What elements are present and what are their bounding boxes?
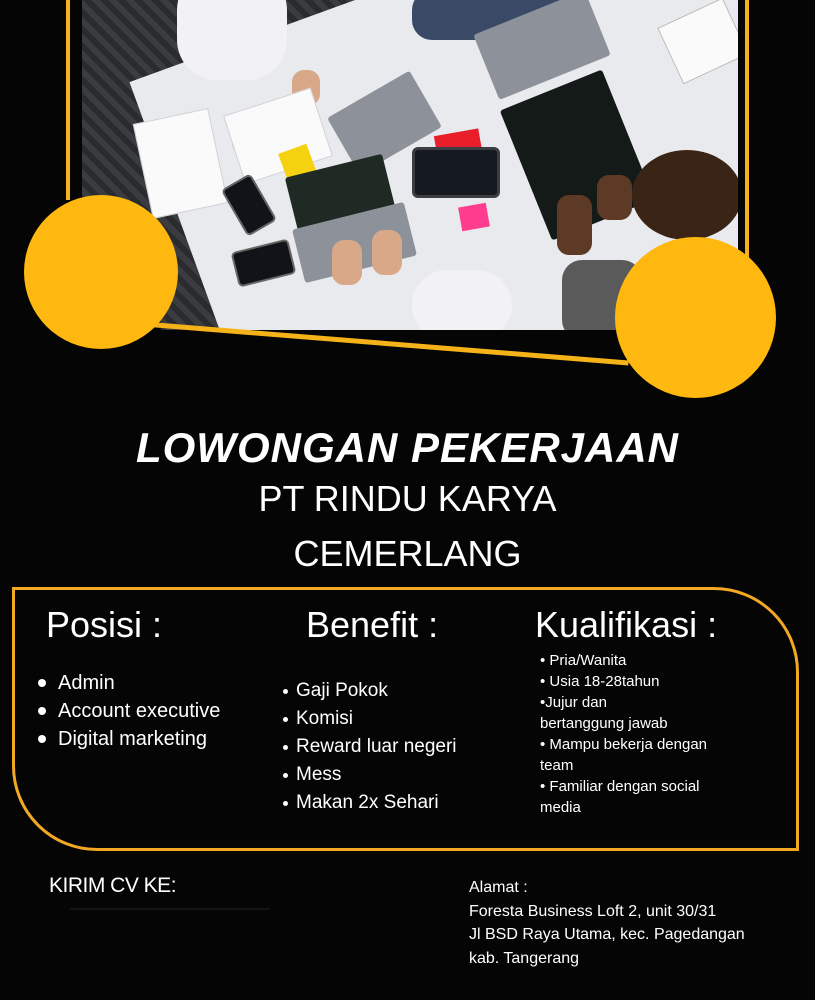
photo-frame-right-line	[745, 0, 749, 260]
photo-hand-dark	[597, 175, 632, 220]
kualifikasi-heading: Kualifikasi :	[535, 604, 718, 645]
kualifikasi-line: • Familiar dengan social	[540, 778, 700, 795]
photo-person-bottom	[412, 270, 512, 330]
poster-title: LOWONGAN PEKERJAAN	[135, 424, 680, 471]
kualifikasi-line: media	[540, 799, 581, 816]
kualifikasi-line: • Usia 18-28tahun	[540, 673, 660, 690]
posisi-list	[38, 669, 220, 753]
benefit-item: Makan 2x Sehari	[283, 789, 457, 817]
photo-person-hair	[632, 150, 738, 240]
benefit-item: Komisi	[283, 705, 457, 733]
photo-sticky-note-pink	[458, 203, 490, 231]
photo-person-top-left	[177, 0, 287, 80]
posisi-item: Admin	[38, 669, 220, 697]
decorative-circle-left	[24, 195, 178, 349]
benefit-item: Gaji Pokok	[283, 677, 457, 705]
send-cv-label: KIRIM CV KE:	[49, 874, 177, 897]
kualifikasi-line: • Pria/Wanita	[540, 652, 627, 669]
address-block	[469, 876, 745, 970]
posisi-item: Account executive	[38, 697, 220, 725]
photo-hand	[372, 230, 402, 275]
kualifikasi-line: bertanggung jawab	[540, 715, 668, 732]
address-line: Jl BSD Raya Utama, kec. Pagedangan	[469, 926, 745, 943]
benefit-list	[283, 677, 457, 817]
company-name-line2: CEMERLANG	[293, 533, 522, 574]
photo-frame-left-line	[66, 0, 70, 200]
photo-hand	[332, 240, 362, 285]
kualifikasi-list	[540, 650, 770, 818]
cv-contact-redacted	[70, 908, 270, 910]
photo-hand-dark	[557, 195, 592, 255]
kualifikasi-line: • Mampu bekerja dengan	[540, 736, 708, 753]
posisi-heading: Posisi :	[46, 604, 163, 645]
decorative-circle-right	[615, 237, 776, 398]
photo-tablet	[412, 147, 500, 198]
address-line: kab. Tangerang	[469, 949, 580, 967]
company-name-line1: PT RINDU KARYA	[258, 478, 557, 519]
benefit-heading: Benefit :	[306, 604, 439, 645]
kualifikasi-line: •Jujur dan	[540, 694, 607, 711]
address-label: Alamat :	[469, 879, 528, 896]
benefit-item: Mess	[283, 761, 457, 789]
address-line: Foresta Business Loft 2, unit 30/31	[469, 902, 717, 920]
benefit-item: Reward luar negeri	[283, 733, 457, 761]
posisi-item: Digital marketing	[38, 725, 220, 753]
kualifikasi-line: team	[540, 757, 574, 774]
